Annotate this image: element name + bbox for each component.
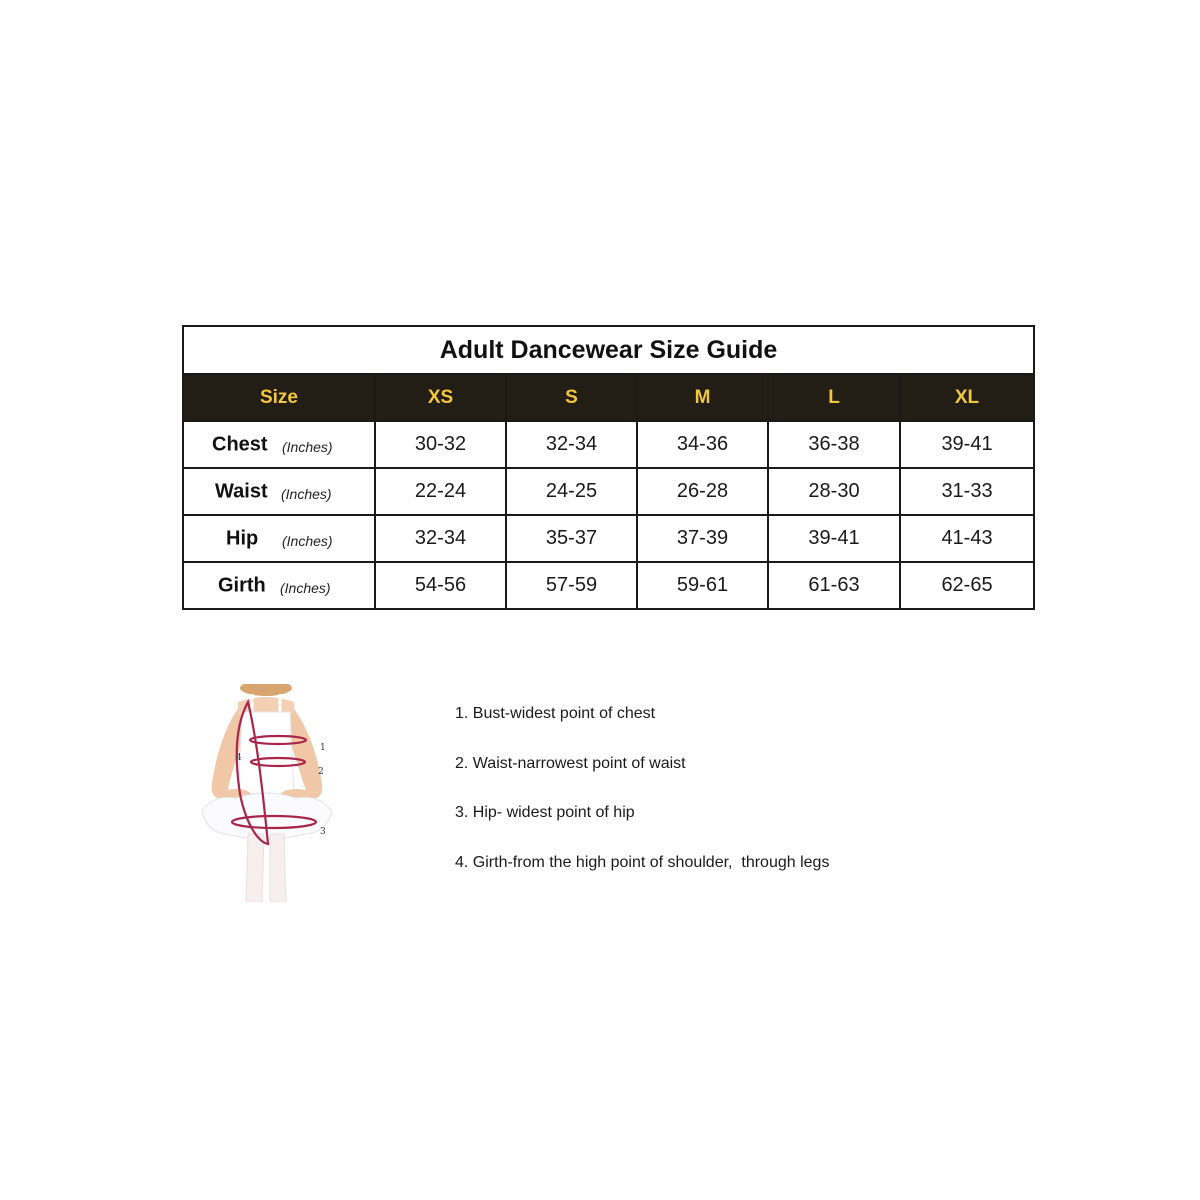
table-cell: 24-25 (506, 468, 637, 515)
row-unit-text: (Inches) (281, 485, 332, 502)
table-cell: 28-30 (768, 468, 900, 515)
header-s: S (506, 374, 637, 421)
table-cell: 39-41 (768, 515, 900, 562)
table-cell: 57-59 (506, 562, 637, 609)
row-label-text: Girth (218, 574, 266, 596)
marker-3: 3 (320, 827, 326, 837)
table-title: Adult Dancewear Size Guide (183, 326, 1034, 374)
header-l: L (768, 374, 900, 421)
header-xl: XL (900, 374, 1034, 421)
table-row-waist (183, 468, 1034, 515)
table-cell: 35-37 (506, 515, 637, 562)
table-cell: 37-39 (637, 515, 768, 562)
table-cell: 62-65 (900, 562, 1034, 609)
table-cell: 32-34 (506, 421, 637, 468)
note-hip: 3. Hip- widest point of hip (455, 804, 635, 821)
bodice-shape (238, 712, 294, 794)
size-guide-table (182, 325, 1035, 610)
measurement-figure-illustration (196, 684, 336, 902)
table-cell: 34-36 (637, 421, 768, 468)
note-girth: 4. Girth-from the high point of shoulder, through legs (455, 853, 830, 871)
table-row-chest (183, 421, 1034, 468)
marker-2: 2 (318, 767, 324, 777)
table-cell: 36-38 (768, 421, 900, 468)
row-label-waist (183, 468, 375, 515)
row-label-text: Waist (215, 480, 268, 502)
hair-shape (240, 684, 292, 696)
table-cell: 59-61 (637, 562, 768, 609)
measurement-notes-list (455, 703, 829, 901)
table-cell: 31-33 (900, 468, 1034, 515)
table-cell: 22-24 (375, 468, 506, 515)
row-label-text: Hip (226, 527, 259, 549)
note-waist: 2. Waist-narrowest point of waist (455, 754, 686, 772)
row-unit-text: (Inches) (282, 532, 333, 549)
row-label-girth (183, 562, 375, 609)
note-bust: 1. Bust-widest point of chest (455, 705, 656, 722)
left-leg-shape (246, 834, 264, 902)
row-label-chest (183, 421, 375, 468)
table-cell: 41-43 (900, 515, 1034, 562)
table-row-girth (183, 562, 1034, 609)
table-row-hip (183, 515, 1034, 562)
header-size: Size (183, 374, 375, 421)
header-m: M (637, 374, 768, 421)
row-unit-text: (Inches) (280, 579, 331, 596)
table-cell: 26-28 (637, 468, 768, 515)
table-cell: 39-41 (900, 421, 1034, 468)
marker-1: 1 (320, 743, 326, 753)
table-cell: 61-63 (768, 562, 900, 609)
table-cell: 32-34 (375, 515, 506, 562)
right-leg-shape (270, 834, 286, 902)
table-header-row (183, 374, 1034, 421)
row-unit-text: (Inches) (282, 438, 333, 455)
marker-4: 4 (236, 753, 242, 763)
table-cell: 54-56 (375, 562, 506, 609)
header-xs: XS (375, 374, 506, 421)
row-label-hip (183, 515, 375, 562)
table-cell: 30-32 (375, 421, 506, 468)
row-label-text: Chest (212, 433, 268, 455)
